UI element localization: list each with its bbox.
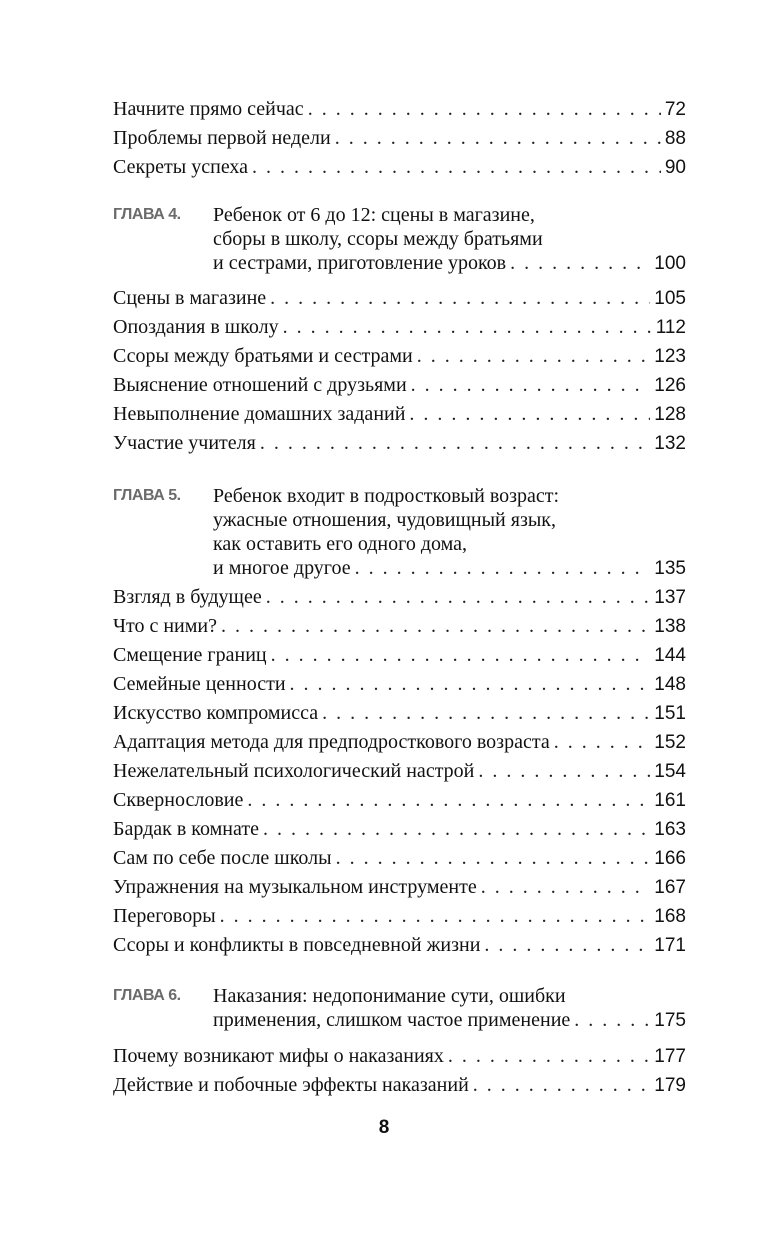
toc-entry-title: Действие и побочные эффекты наказаний [113, 1074, 469, 1096]
page-number: 8 [378, 1117, 390, 1138]
toc-entry-page: 144 [654, 645, 686, 666]
toc-entry [113, 125, 686, 151]
toc-entry [113, 700, 686, 726]
leader-dots [448, 1043, 650, 1069]
toc-entry-title: Адаптация метода для предподросткового возраста [113, 731, 550, 753]
toc-entry-page: 148 [654, 674, 686, 695]
chapter-label: ГЛАВА 6. [113, 987, 181, 1004]
toc-entry [113, 1072, 686, 1098]
toc-entry-page: 126 [654, 375, 686, 396]
toc-entry-page: 138 [654, 616, 686, 637]
toc-entry-page: 88 [664, 128, 686, 149]
chapter-title-last-line [213, 556, 686, 580]
leader-dots [335, 125, 661, 151]
toc-entry-title: Ссоры и конфликты в повседневной жизни [113, 934, 481, 956]
leader-dots [411, 372, 651, 398]
toc-entry [113, 787, 686, 813]
toc-entry-title: Смещение границ [113, 644, 267, 666]
toc-entry [113, 874, 686, 900]
toc-entry [113, 285, 686, 311]
leader-dots [473, 1072, 651, 1098]
chapter-title-line: как оставить его одного дома, [213, 533, 468, 555]
chapter-5-heading [113, 484, 686, 580]
toc-entry [113, 729, 686, 755]
toc-entry-title: Почему возникают мифы о наказаниях [113, 1045, 444, 1067]
toc-entry-title: Упражнения на музыкальном инструменте [113, 876, 477, 898]
toc-entry-page: 90 [664, 157, 686, 178]
toc-entry-page: 168 [654, 906, 686, 927]
leader-dots [355, 556, 651, 580]
toc-entry-title: Взгляд в будущее [113, 586, 262, 608]
toc-entry-title: Сцены в магазине [113, 287, 267, 309]
leader-dots [221, 613, 650, 639]
leader-dots [336, 845, 651, 871]
toc-entry-page: 105 [654, 288, 686, 309]
toc-entry [113, 96, 686, 122]
toc-entry-title: Выяснение отношений с друзьями [113, 374, 407, 396]
leader-dots [271, 642, 651, 668]
toc-entry-title: Семейные ценности [113, 673, 286, 695]
toc-entry-title: Невыполнение домашних заданий [113, 403, 406, 425]
leader-dots [574, 1008, 650, 1032]
toc-entry-page: 72 [664, 99, 686, 120]
toc-entry-page: 151 [654, 703, 686, 724]
toc-entry-page: 167 [654, 877, 686, 898]
leader-dots [247, 787, 650, 813]
toc-entry-page: 123 [654, 346, 686, 367]
toc-entry-page: 179 [654, 1075, 686, 1096]
chapter-title-line: применения, слишком частое применение [213, 1009, 571, 1031]
leader-dots [270, 285, 650, 311]
toc-entry [113, 758, 686, 784]
toc-entry-title: Ссоры между братьями и сестрами [113, 345, 413, 367]
toc-entry-page: 112 [655, 317, 686, 338]
chapter-title-last-line [213, 1008, 686, 1032]
toc-entry [113, 671, 686, 697]
chapter-title-line: ужасные отношения, чудовищный язык, [213, 509, 557, 531]
chapter-title-line: и сестрами, приготовление уроков [213, 252, 507, 274]
toc-entry-page: 154 [654, 761, 686, 782]
chapter-label: ГЛАВА 4. [113, 206, 181, 223]
toc-entry-page: 128 [654, 404, 686, 425]
toc-entry [113, 613, 686, 639]
toc-entry-page: 166 [654, 848, 686, 869]
toc-entry-title: Начните прямо сейчас [113, 98, 304, 120]
toc-entry-title: Участие учителя [113, 432, 256, 454]
chapter-title-line: и многое другое [213, 557, 351, 579]
leader-dots [510, 251, 650, 275]
toc-entry-title: Сквернословие [113, 789, 244, 811]
toc-entry [113, 154, 686, 180]
toc-entry-page: 177 [654, 1046, 686, 1067]
chapter-title-line: Ребенок входит в подростковый возраст: [213, 485, 560, 507]
toc-entry [113, 372, 686, 398]
chapter-title-line: сборы в школу, ссоры между братьями [213, 228, 543, 250]
leader-dots [220, 903, 651, 929]
toc-entry [113, 816, 686, 842]
leader-dots [417, 343, 651, 369]
leader-dots [263, 816, 650, 842]
toc-entry [113, 903, 686, 929]
leader-dots [481, 874, 651, 900]
chapter-page: 135 [654, 558, 686, 579]
chapter-label: ГЛАВА 5. [113, 487, 181, 504]
toc-entry [113, 430, 686, 456]
toc-entry-title: Переговоры [113, 905, 216, 927]
toc-entry-page: 161 [654, 790, 686, 811]
toc-entry [113, 401, 686, 427]
toc-entry-page: 132 [654, 433, 686, 454]
toc-entry [113, 343, 686, 369]
leader-dots [283, 314, 652, 340]
toc-entry-title: Что с ними? [113, 615, 217, 637]
toc-entry-title: Проблемы первой недели [113, 127, 331, 149]
chapter-title-last-line [213, 251, 686, 275]
chapter-4-heading [113, 203, 686, 275]
toc-entry-page: 137 [654, 587, 686, 608]
toc-entry-title: Секреты успеха [113, 156, 249, 178]
leader-dots [409, 401, 650, 427]
chapter-title-line: Ребенок от 6 до 12: сцены в магазине, [213, 204, 535, 226]
toc-entry-title: Нежелательный психологический настрой [113, 760, 475, 782]
toc-entry-title: Сам по себе после школы [113, 847, 332, 869]
leader-dots [260, 430, 650, 456]
chapter-6-heading [113, 984, 686, 1032]
toc-entry [113, 845, 686, 871]
toc-entry [113, 1043, 686, 1069]
leader-dots [266, 584, 651, 610]
toc-entry [113, 584, 686, 610]
leader-dots [478, 758, 650, 784]
toc-entry-title: Бардак в комнате [113, 818, 259, 840]
leader-dots [252, 154, 661, 180]
leader-dots [322, 700, 650, 726]
toc-entry-page: 152 [654, 732, 686, 753]
leader-dots [308, 96, 661, 122]
toc-entry [113, 932, 686, 958]
toc-entry-page: 163 [654, 819, 686, 840]
leader-dots [484, 932, 650, 958]
chapter-page: 100 [654, 253, 686, 274]
chapter-title-line: Наказания: недопонимание сути, ошибки [213, 985, 566, 1007]
toc-entry-title: Искусство компромисса [113, 702, 319, 724]
toc-entry [113, 642, 686, 668]
toc-entry-page: 171 [654, 935, 686, 956]
leader-dots [290, 671, 651, 697]
toc-entry [113, 314, 686, 340]
leader-dots [554, 729, 651, 755]
toc-entry-title: Опоздания в школу [113, 316, 279, 338]
chapter-page: 175 [654, 1010, 686, 1031]
